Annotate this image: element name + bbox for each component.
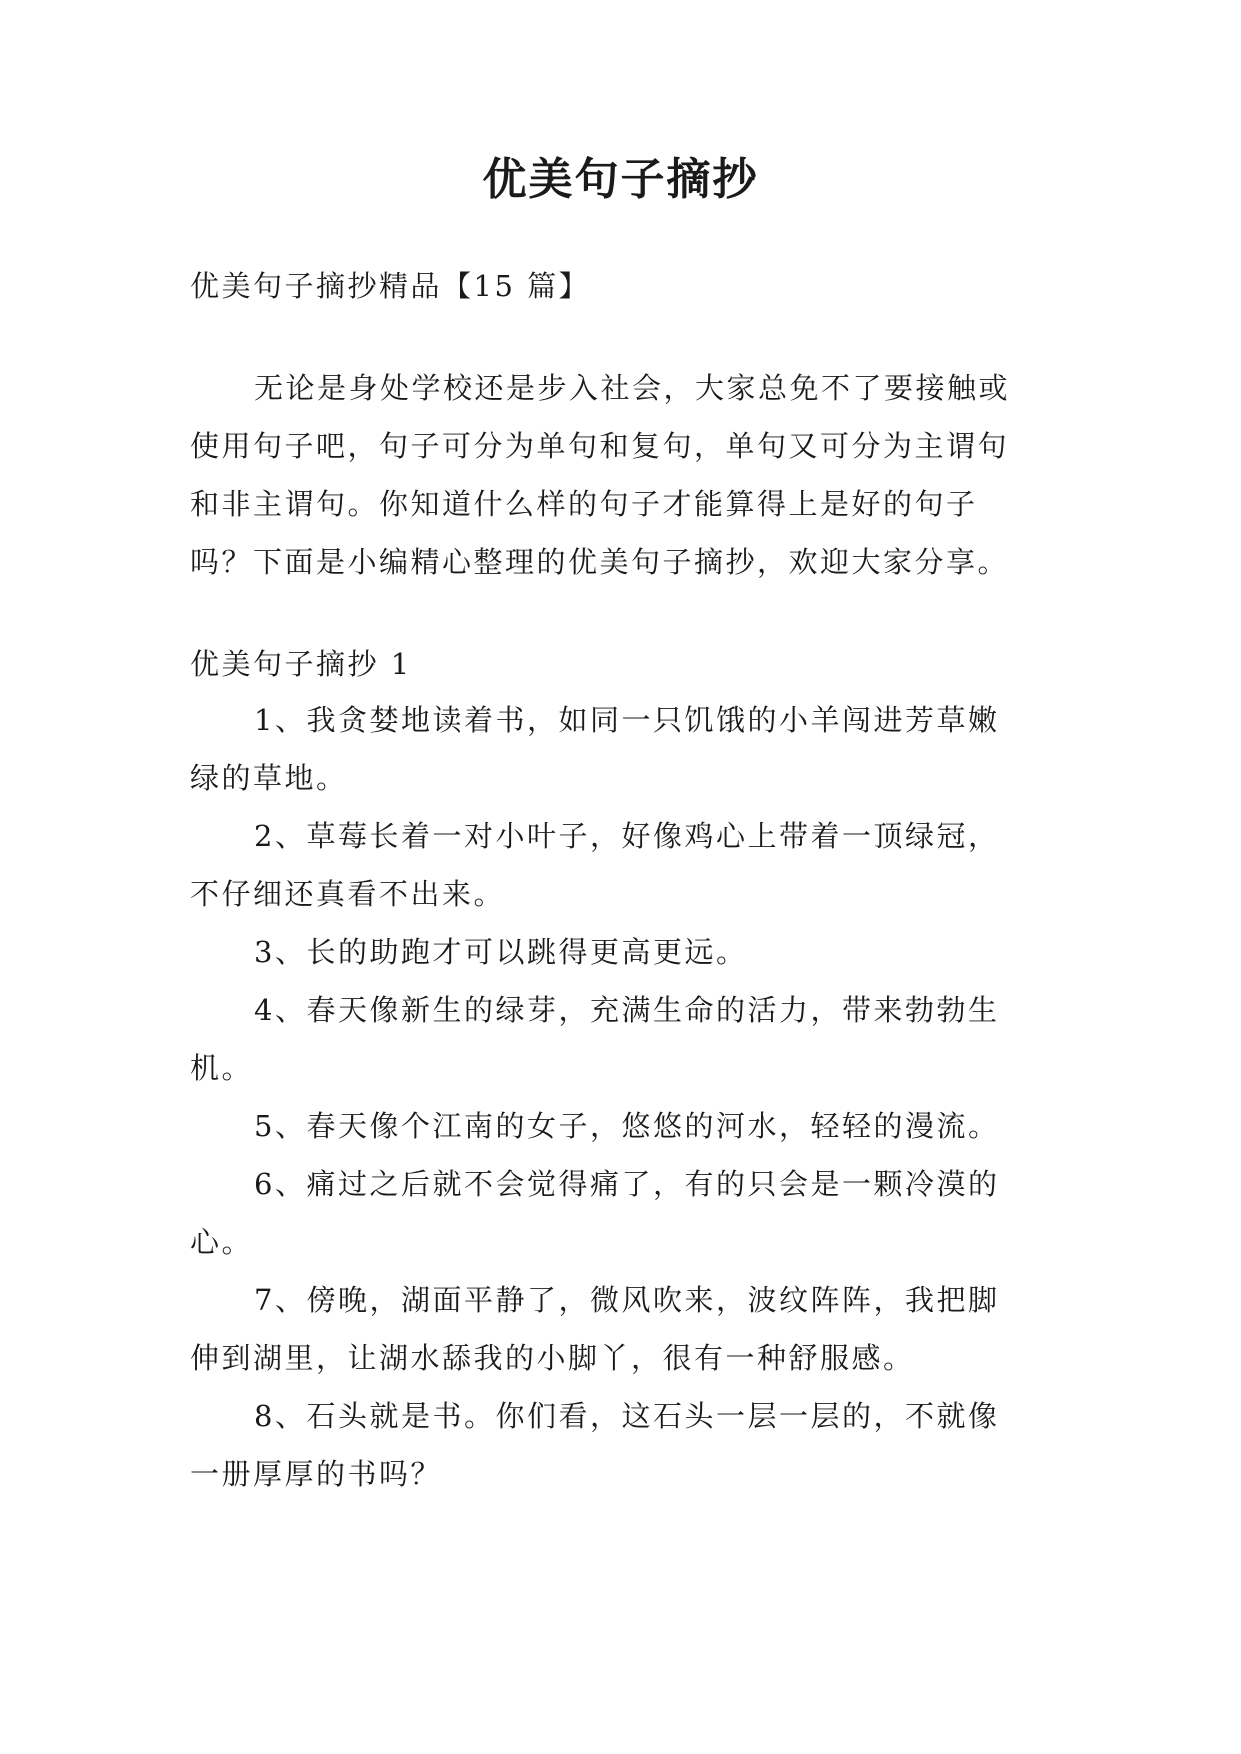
intro-line: 使用句子吧，句子可分为单句和复句，单句又可分为主谓句 — [190, 429, 1010, 463]
intro-line: 吗？下面是小编精心整理的优美句子摘抄，欢迎大家分享。 — [190, 545, 1010, 579]
item-line: 伸到湖里，让湖水舔我的小脚丫，很有一种舒服感。 — [190, 1341, 915, 1375]
intro-line: 和非主谓句。你知道什么样的句子才能算得上是好的句子 — [190, 487, 978, 521]
intro-line: 无论是身处学校还是步入社会，大家总免不了要接触或 — [254, 371, 1011, 405]
item-line: 4、春天像新生的绿芽，充满生命的活力，带来勃勃生 — [254, 993, 1000, 1027]
item-line: 7、傍晚，湖面平静了，微风吹来，波纹阵阵，我把脚 — [254, 1283, 1000, 1317]
document-subtitle: 优美句子摘抄精品【15 篇】 — [190, 269, 591, 303]
document-title: 优美句子摘抄 — [482, 154, 759, 205]
item-line: 5、春天像个江南的女子，悠悠的河水，轻轻的漫流。 — [254, 1109, 1000, 1143]
item-line: 8、石头就是书。你们看，这石头一层一层的，不就像 — [254, 1399, 1000, 1433]
item-line: 机。 — [190, 1051, 254, 1085]
item-line: 6、痛过之后就不会觉得痛了，有的只会是一颗冷漠的 — [254, 1167, 1000, 1201]
item-line: 心。 — [190, 1225, 254, 1259]
item-line: 3、长的助跑才可以跳得更高更远。 — [254, 935, 748, 969]
item-line: 绿的草地。 — [190, 761, 348, 795]
section-heading: 优美句子摘抄 1 — [190, 647, 412, 681]
item-line: 1、我贪婪地读着书，如同一只饥饿的小羊闯进芳草嫩 — [254, 703, 1000, 737]
item-line: 不仔细还真看不出来。 — [190, 877, 506, 911]
item-line: 一册厚厚的书吗？ — [190, 1457, 443, 1491]
item-line: 2、草莓长着一对小叶子，好像鸡心上带着一顶绿冠， — [254, 819, 1000, 853]
